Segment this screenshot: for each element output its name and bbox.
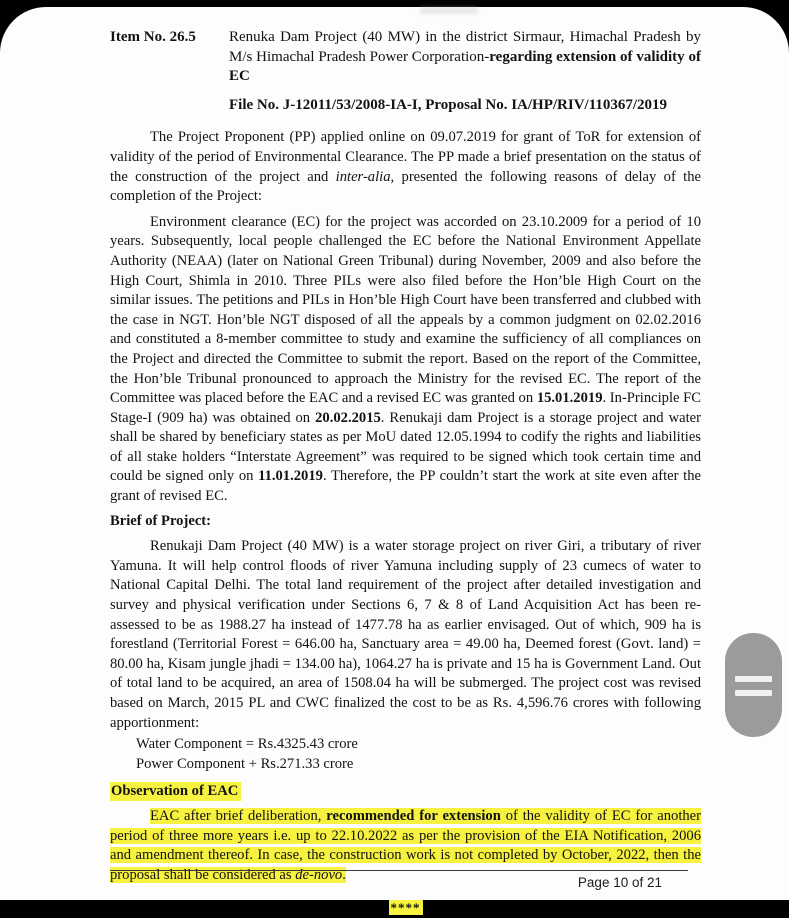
paragraph-history: Environment clearance (EC) for the project was accorded on 23.10.2009 for a period of 10 years. Subsequently, local people challenged the EC before the National Environment Appellate Authority (NEAA) (later on National Green Tribunal) during November, 2009 and also before the High Court, Shimla in 2010. Three PILs were also filed before the Hon’ble High Court on the similar issues. The petitions and PILs in Hon’ble High Court have been transferred and clubbed with the case in NGT. Hon’ble NGT disposed of all the appeals by a common judgment on 02.02.2016 and constituted a 8-member committee to study and examine the sufficiency of all compliances on the Project and directed the Committee to submit the report. Based on the report of the Committee, the Hon’ble Tribunal pronounced to approach the Ministry for the revised EC. The report of the Committee was placed before the EAC and a revised EC was granted on 15.01.2019. In-Principle FC Stage-I (909 ha) was obtained on 20.02.2015. Renukaji dam Project is a storage project and water shall be shared by beneficiary states as per MoU dated 12.05.1994 to codify the rights and liabilities of all stake holders “Interstate Agreement” was required to be signed which took certain time and could be signed only on 11.01.2019. Therefore, the PP couldn’t start the work at site even after the grant of revised EC. [110,213,701,505]
grip-line-icon [735,676,772,682]
observation-heading [110,782,701,802]
cost-apportionment [136,735,701,774]
file-number-line: File No. J-12011/53/2008-IA-I, Proposal No. IA/HP/RIV/110367/2019 [229,96,668,113]
document-page [0,7,789,916]
item-title: Renuka Dam Project (40 MW) in the district Sirmaur, Himachal Pradesh by M/s Himachal Pradesh Power Corporation-regarding extension of validity of EC [229,29,701,85]
page-footer [110,870,688,890]
power-component-line: Power Component + Rs.271.33 crore [136,755,354,772]
observation-heading-text: Observation of EAC [110,782,241,801]
page-number: Page 10 of 21 [577,875,662,890]
water-component-line: Water Component = Rs.4325.43 crore [136,736,358,753]
item-heading-row [110,28,701,87]
end-of-item-marker [110,898,701,918]
end-marker-text: **** [390,900,421,916]
document-content [110,28,701,918]
paragraph-brief: Renukaji Dam Project (40 MW) is a water storage project on river Giri, a tributary of river Yamuna. It will help control floods of river Yamuna including supply of 23 cumecs of water to National Capital Delhi. The total land requirement of the project after detailed investigation and survey and physical verification under Sections 6, 7 & 8 of Land Acquisition Act has been re-assessed to be as 1988.27 ha instead of 1477.78 ha as earlier envisaged. Out of which, 909 ha is forestland (Territorial Forest = 646.00 ha, Sanctuary area = 49.00 ha, Deemed forest (Govt. land) = 80.00 ha, Kisam jungle jhadi = 134.00 ha), 1064.27 ha is private and 15 ha is Government Land. Out of total land to be acquired, an area of 1508.04 ha will be submerged. The project cost was revised based on March, 2015 PL and CWC finalized the cost to be as Rs. 4,596.76 crores with following apportionment: [110,538,701,731]
paragraph-observation: EAC after brief deliberation, recommended for extension of the validity of EC for another period of three more years i.e. up to 22.10.2022 as per the provision of the EIA Notification, 2006 and amendment thereof. In case, the construction work is not completed by October, 2022, then the proposal shall be considered as de-novo. [110,807,702,883]
item-number: Item No. 26.5 [110,29,196,45]
brief-of-project-heading: Brief of Project: [110,512,212,529]
grip-line-icon [735,690,772,696]
cutoff-text-artifact [420,7,478,14]
scrollbar-drag-handle[interactable] [725,633,782,737]
paragraph-intro: The Project Proponent (PP) applied online on 09.07.2019 for grant of ToR for extension of validity of the period of Environmental Clearance. The PP made a brief presentation on the status of the construction of the project and inter-alia, presented the following reasons of delay of the completion of the Project: [110,129,701,205]
